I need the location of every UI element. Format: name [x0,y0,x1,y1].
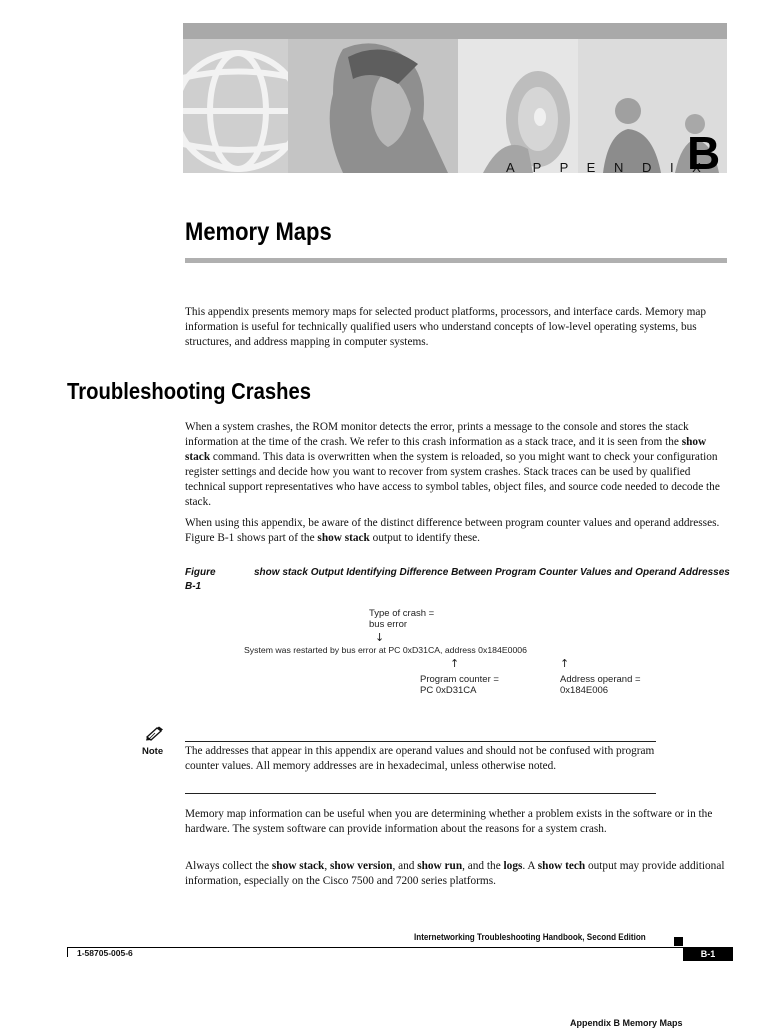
command-show-stack: show stack [271,860,325,872]
banner-top-strip [183,23,727,39]
page-number: B-1 [683,947,733,961]
text-run: output to identify these. [369,532,480,544]
text-run: When a system crashes, the ROM monitor detects the error, prints a message to the console and stores the stack information at the time of the crash. We refer to this crash information as a stack trace, and it is seen from the [185,421,689,448]
next-page-header: Appendix B Memory Maps [570,1018,683,1028]
note-text: The addresses that appear in this appendix are operand values and should not be confused with program counter values. All memory addresses are in hexadecimal, unless otherwise noted. [185,745,655,772]
intro-paragraph: This appendix presents memory maps for selected product platforms, processors, and interface cards. Memory map information is useful for technically qualified users who understand concepts of low-level operating systems, bus structures, and address mapping in computer systems. [185,306,707,348]
text-run: output may provide additional information, especially on the Cisco 7500 and 7200 series platforms. [185,860,725,887]
chapter-title: Memory Maps [185,218,332,246]
note-bottom-rule [185,793,656,794]
arrow-up-icon: ↑ [450,657,460,670]
arrow-down-icon: ↓ [375,631,385,644]
figure-crash-type-label [369,608,434,630]
section-title: Troubleshooting Crashes [67,378,312,404]
footer-isbn: 1-58705-005-6 [77,948,133,958]
command-show-tech: show tech [537,860,586,872]
command-show-version: show version [329,860,393,872]
figure-text-line: Program counter = [420,674,499,685]
note-top-rule [185,741,656,742]
figure-crash-message: System was restarted by bus error at PC 0xD31CA, address 0x184E0006 [244,645,527,655]
collect-commands-paragraph [185,859,730,889]
figure-text-line: Address operand = [560,674,641,685]
footer-book-title: Internetworking Troubleshooting Handbook, Second Edition [414,932,646,942]
text-run: , [324,860,330,872]
footer-tick [67,947,68,957]
note-label: Note [142,746,164,757]
text-run: . A [522,860,538,872]
text-run: When using this appendix, be aware of the distinct difference between program counter values and operand addresses. Figure B-1 shows part of the [185,517,720,544]
text-run: Always collect the [185,860,272,872]
figure-text-line: bus error [369,619,408,630]
command-show-stack: show stack [185,436,707,463]
figure-text-line: Type of crash = [369,608,435,619]
footer-marker [674,937,683,946]
figure-program-counter-label [420,674,499,696]
banner-collage-graphic [183,39,727,173]
header-banner-image [183,23,727,173]
appendix-usage-paragraph [185,516,730,546]
appendix-label: A P P E N D I X [506,160,709,175]
text-run: , and the [462,860,504,872]
command-show-run: show run [417,860,463,872]
pencil-icon [145,725,165,746]
crash-paragraph [185,420,730,510]
arrow-up-icon: ↑ [560,657,570,670]
figure-caption-text: show stack Output Identifying Difference Between Program Counter Values and Operand Addresses [254,567,730,578]
text-run: , and [392,860,418,872]
memory-map-paragraph: Memory map information can be useful when you are determining whether a problem exists in the software or in the hardware. The system software can provide information about the reasons for a system crash. [185,808,713,835]
text-run: command. This data is overwritten when the system is reloaded, so you might want to check your configuration register settings and decide how you want to recover from system crashes. Stack traces can be used by qualified technical support representatives who have access to symbol tables, object files, and source code needed to decode the stack. [185,451,720,508]
appendix-letter: B [687,127,721,179]
footer-rule [67,947,733,948]
figure-number: Figure B-1 [185,567,216,592]
command-show-stack: show stack [317,532,370,544]
figure-text-line: 0x184E006 [560,685,609,696]
figure-address-operand-label [560,674,641,696]
title-rule [185,258,727,263]
figure-text-line: PC 0xD31CA [420,685,477,696]
command-logs: logs [503,860,523,872]
